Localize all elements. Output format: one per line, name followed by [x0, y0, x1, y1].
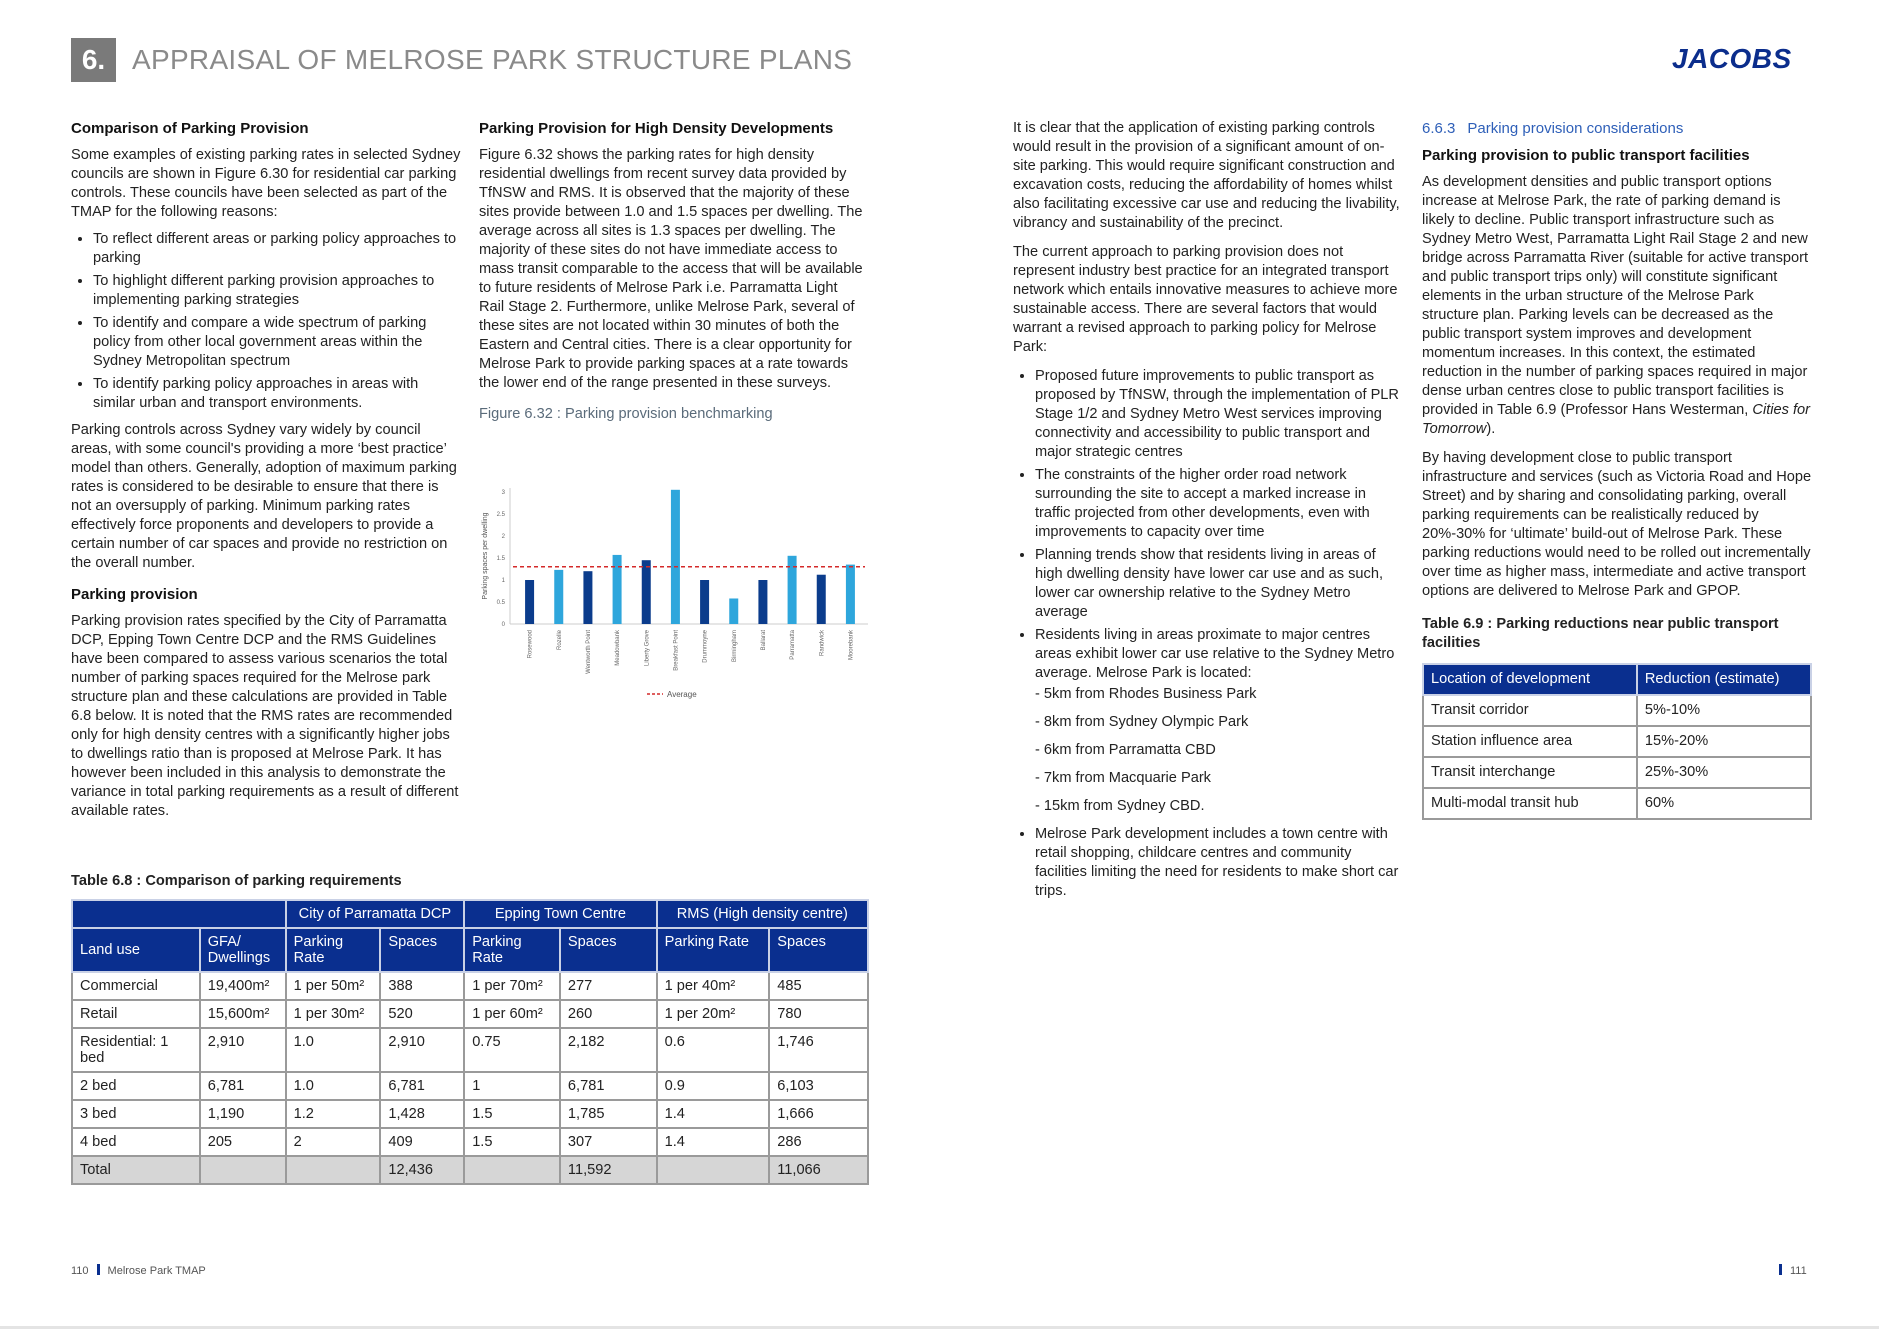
table-cell: 5%-10%: [1637, 695, 1811, 726]
column-3: [1013, 119, 1403, 909]
list-item: • The constraints of the higher order road network surrounding the site to accept a marked increase in traffic projected from other developments, even with improvements to capacity over time: [1035, 466, 1403, 542]
y-ticks: [497, 490, 506, 628]
x-tick-label: Breakfast Point: [673, 630, 680, 671]
x-tick-label: Birmingham: [731, 630, 738, 663]
paragraph: By having development close to public transport infrastructure and services (such as Victoria Road and Hope Street) and by sharing and consolidating parking, overall parking requirements can be realistically reduced by 20%-30% for ‘ultimate’ build-out of Melrose Park. These parking reductions would need to be rolled out incrementally over time as higher mass, intermediate and active transport options are delivered to Melrose Park and GPOP.: [1422, 450, 1812, 599]
table-cell: 409: [380, 1128, 464, 1156]
page-title: APPRAISAL OF MELROSE PARK STRUCTURE PLANS: [132, 44, 853, 75]
table-row: [72, 1000, 868, 1028]
table-cell: 15,600m²: [200, 1000, 286, 1028]
table-cell: [657, 1156, 770, 1184]
x-tick-label: Randwick: [819, 630, 826, 657]
heading-parking-provision: Parking provision: [71, 586, 198, 603]
paragraph-text: As development densities and public transport options increase at Melrose Park, the rate of parking demand is likely to decline. Public transport infrastructure such as Sydney Metro West, Parramatta Light Rail Stage 2 and new bridge across Parramatta River (suitable for active transport and public transport trips only) will constitute significant elements in the urban structure of the Melrose Park structure plan. Parking levels can be decreased as the public transport system improves and development momentum increases. In this context, the estimated reduction in the number of parking spaces required in major dense urban centres close to public transport facilities is provided in Table 6.9 (Professor Hans Westerman,: [1422, 174, 1809, 418]
table-cell: [200, 1156, 286, 1184]
table-header: Location of development: [1423, 664, 1637, 695]
table-cell: 2: [286, 1128, 381, 1156]
heading-public-transport: Parking provision to public transport facilities: [1422, 147, 1750, 164]
table-cell: 0.6: [657, 1028, 770, 1072]
footer-left: [71, 1264, 206, 1277]
table-cell: 1 per 60m²: [464, 1000, 560, 1028]
table-cell: 4 bed: [72, 1128, 200, 1156]
y-tick-label: 1.5: [496, 556, 505, 562]
column-header: Land use: [72, 928, 200, 972]
y-tick-label: 0: [501, 622, 505, 628]
table-cell: Transit interchange: [1423, 757, 1637, 788]
table-cell: 1: [464, 1072, 560, 1100]
x-tick-label: Parramatta: [790, 630, 797, 660]
y-axis-label: Parking spaces per dwelling: [482, 512, 489, 600]
bar-liberty-grove: [642, 560, 651, 624]
table-row: [72, 1072, 868, 1100]
table-cell: 1 per 20m²: [657, 1000, 770, 1028]
column-header: Parking Rate: [286, 928, 381, 972]
subsection-title: Parking provision considerations: [1467, 120, 1684, 137]
distance-item: - 5km from Rhodes Business Park: [1035, 686, 1257, 702]
list-item: • Melrose Park development includes a town centre with retail shopping, childcare centres and community facilities limiting the need for residents to make short car trips.: [1035, 825, 1403, 901]
table-cell: 520: [380, 1000, 464, 1028]
table-cell: Commercial: [72, 972, 200, 1000]
table-row: [1423, 788, 1811, 819]
table-cell: 1,746: [769, 1028, 868, 1072]
table-cell: Total: [72, 1156, 200, 1184]
table-caption: Table 6.8 : Comparison of parking requirements: [71, 873, 402, 889]
distance-item: - 15km from Sydney CBD.: [1035, 798, 1205, 814]
table-cell: 1 per 50m²: [286, 972, 381, 1000]
parking-benchmark-chart: [475, 482, 875, 707]
y-tick-label: 1: [501, 578, 505, 584]
footer-right: [1779, 1264, 1807, 1277]
column-1: [71, 119, 461, 829]
page-number: 110: [71, 1265, 89, 1277]
column-header: Spaces: [560, 928, 657, 972]
table-cell: 15%-20%: [1637, 726, 1811, 757]
table-cell: 286: [769, 1128, 868, 1156]
table-cell: Retail: [72, 1000, 200, 1028]
bullet-list: [1013, 367, 1403, 901]
table-cell: 260: [560, 1000, 657, 1028]
table-cell: 2 bed: [72, 1072, 200, 1100]
parking-requirements-table: [71, 899, 869, 1185]
table-cell: 11,592: [560, 1156, 657, 1184]
table-cell: 6,781: [380, 1072, 464, 1100]
table-cell: Station influence area: [1423, 726, 1637, 757]
heading-high-density: Parking Provision for High Density Developments: [479, 120, 834, 137]
table-cell: 1 per 70m²: [464, 972, 560, 1000]
table-cell: 307: [560, 1128, 657, 1156]
x-tick-label: Wentworth Point: [585, 630, 592, 674]
legend-average-label: Average: [667, 690, 697, 699]
table-6-8-block: [71, 873, 869, 1185]
table-cell: 1.0: [286, 1072, 381, 1100]
table-cell: 11,066: [769, 1156, 868, 1184]
paragraph: [1422, 173, 1814, 439]
subsection-number: 6.6.3: [1422, 120, 1456, 137]
figure-title: Figure 6.32 : Parking provision benchmarking: [479, 406, 773, 422]
table-row: [1423, 695, 1811, 726]
paragraph: It is clear that the application of existing parking controls would result in the provision of a significant amount of on-site parking. This would require significant construction and excavation costs, reducing the affordability of homes whilst also facilitating excessive car use and reducing the livability, vibrancy and sustainability of the precinct.: [1013, 120, 1400, 231]
column-header: Parking Rate: [657, 928, 770, 972]
x-tick-label: Rosewood: [527, 630, 534, 659]
table-cell: [286, 1156, 381, 1184]
bars: [525, 490, 855, 624]
column-2: [479, 119, 863, 434]
x-tick-label: Liberty Grove: [644, 630, 651, 667]
footer-bar: [1779, 1264, 1782, 1275]
list-item: • To identify parking policy approaches in areas with similar urban and transport environments.: [93, 375, 461, 413]
parking-reductions-table: [1422, 663, 1812, 820]
column-header: Spaces: [769, 928, 868, 972]
table-cell: 0.75: [464, 1028, 560, 1072]
jacobs-logo: JACOBS: [1672, 43, 1792, 74]
table-cell: 2,182: [560, 1028, 657, 1072]
distance-item: - 8km from Sydney Olympic Park: [1035, 714, 1249, 730]
footer-bar: [97, 1264, 100, 1275]
table-cell: 388: [380, 972, 464, 1000]
table-cell: 1.4: [657, 1128, 770, 1156]
table-cell: 2,910: [380, 1028, 464, 1072]
table-cell: Residential: 1 bed: [72, 1028, 200, 1072]
list-item-text: Residents living in areas proximate to major centres areas exhibit lower car use relative to the Sydney Metro average. Melrose Park is located:: [1035, 627, 1395, 681]
bar-meadowbank: [613, 555, 622, 624]
table-cell: 1.4: [657, 1100, 770, 1128]
total-row: [72, 1156, 868, 1184]
y-tick-label: 0.5: [496, 600, 505, 606]
list-item: • To identify and compare a wide spectrum of parking policy from other local government areas within the Sydney Metropolitan spectrum: [93, 314, 461, 371]
table-cell: 780: [769, 1000, 868, 1028]
table-cell: 25%-30%: [1637, 757, 1811, 788]
table-cell: 1.5: [464, 1100, 560, 1128]
table-cell: 1.2: [286, 1100, 381, 1128]
table-cell: 6,781: [560, 1072, 657, 1100]
citation-title: Cities for Tomorrow: [1422, 402, 1810, 437]
table-cell: Multi-modal transit hub: [1423, 788, 1637, 819]
header-blank: [72, 900, 286, 928]
table-header: Reduction (estimate): [1637, 664, 1811, 695]
bar-randwick: [817, 575, 826, 624]
bar-rozelle: [554, 570, 563, 624]
table-cell: 19,400m²: [200, 972, 286, 1000]
x-tick-labels: [528, 629, 855, 674]
bar-birmingham: [729, 598, 738, 624]
list-item: [1035, 626, 1403, 816]
y-tick-label: 2: [501, 534, 505, 540]
table-row: [1423, 726, 1811, 757]
legend: [647, 690, 697, 699]
x-tick-label: Moorebank: [848, 630, 855, 661]
list-item: • To highlight different parking provision approaches to implementing parking strategies: [93, 272, 461, 310]
list-item: • Planning trends show that residents living in areas of high dwelling density have lower car use and as such, lower car ownership relative to the Sydney Metro average: [1035, 546, 1403, 622]
table-cell: 1,190: [200, 1100, 286, 1128]
table-cell: 1.5: [464, 1128, 560, 1156]
column-header: GFA/ Dwellings: [200, 928, 286, 972]
table-cell: 205: [200, 1128, 286, 1156]
table-cell: 1,666: [769, 1100, 868, 1128]
page-number: 111: [1790, 1265, 1807, 1277]
table-cell: 6,781: [200, 1072, 286, 1100]
heading-comparison-parking: Comparison of Parking Provision: [71, 120, 309, 137]
table-cell: 60%: [1637, 788, 1811, 819]
x-tick-label: Meadowbank: [615, 630, 622, 666]
table-row: [72, 972, 868, 1000]
table-cell: 0.9: [657, 1072, 770, 1100]
y-tick-label: 2.5: [496, 512, 505, 518]
table-cell: 3 bed: [72, 1100, 200, 1128]
section-number: 6.: [71, 38, 116, 82]
x-tick-label: Drummoyne: [702, 630, 709, 663]
table-cell: 2,910: [200, 1028, 286, 1072]
y-tick-label: 3: [501, 490, 505, 496]
header-parramatta: City of Parramatta DCP: [286, 900, 465, 928]
table-cell: [464, 1156, 560, 1184]
distance-list: [1035, 685, 1403, 816]
bar-breakfast-point: [671, 490, 680, 624]
table-cell: Transit corridor: [1423, 695, 1637, 726]
table-cell: 1,428: [380, 1100, 464, 1128]
table-row: [72, 1100, 868, 1128]
x-tick-label: Ballarat: [760, 630, 767, 651]
list-item: • Proposed future improvements to public transport as proposed by TfNSW, through the implementation of PLR Stage 1/2 and Sydney Metro West services improving connectivity and accessibility to public transport and major strategic centres: [1035, 367, 1403, 462]
bar-wentworth-point: [583, 571, 592, 624]
table-cell: 485: [769, 972, 868, 1000]
table-row: [1423, 757, 1811, 788]
paragraph: Figure 6.32 shows the parking rates for high density residential dwellings from recent survey data provided by TfNSW and RMS. It is observed that the majority of these sites provide between 1.0 and 1.5 spaces per dwelling. The average across all sites is 1.3 spaces per dwelling. The majority of these sites do not have immediate access to mass transit comparable to the access that will be available to future residents of Melrose Park i.e. Parramatta Light Rail Stage 2. Furthermore, unlike Melrose Park, several of these sites are not located within 30 minutes of both the Eastern and Central cities. There is a clear opportunity for Melrose Park to provide parking spaces at a rate towards the lower end of the range presented in these surveys.: [479, 147, 863, 391]
table-cell: 1 per 40m²: [657, 972, 770, 1000]
paragraph-end: ).: [1486, 421, 1496, 437]
table-cell: 1,785: [560, 1100, 657, 1128]
bar-parramatta: [788, 556, 797, 624]
bar-rosewood: [525, 580, 534, 624]
bar-drummoyne: [700, 580, 709, 624]
table-caption: Table 6.9 : Parking reductions near public transport facilities: [1422, 616, 1779, 651]
list-item: • To reflect different areas or parking policy approaches to parking: [93, 230, 461, 268]
table-cell: 277: [560, 972, 657, 1000]
column-header: Spaces: [380, 928, 464, 972]
bullet-list: [71, 230, 461, 413]
paragraph: The current approach to parking provision does not represent industry best practice for an integrated transport network which entails innovative measures to achieve more sustainable access. There are several factors that would warrant a revised approach to parking policy for Melrose Park:: [1013, 244, 1398, 355]
distance-item: - 7km from Macquarie Park: [1035, 770, 1211, 786]
bar-ballarat: [758, 580, 767, 624]
table-cell: 12,436: [380, 1156, 464, 1184]
header-rms: RMS (High density centre): [657, 900, 868, 928]
table-row: [72, 1128, 868, 1156]
table-cell: 6,103: [769, 1072, 868, 1100]
document-title: Melrose Park TMAP: [107, 1265, 206, 1277]
subsection-heading: [1422, 119, 1814, 138]
distance-item: - 6km from Parramatta CBD: [1035, 742, 1216, 758]
table-cell: 1 per 30m²: [286, 1000, 381, 1028]
paragraph: Some examples of existing parking rates in selected Sydney councils are shown in Figure 6.30 for residential car parking controls. These councils have been selected as part of the TMAP for the following reasons:: [71, 147, 461, 220]
x-tick-label: Rozelle: [556, 630, 563, 651]
table-cell: 1.0: [286, 1028, 381, 1072]
column-header: Parking Rate: [464, 928, 560, 972]
paragraph: Parking provision rates specified by the City of Parramatta DCP, Epping Town Centre DCP and the RMS Guidelines have been compared to assess various scenarios the total number of parking spaces required for the Melrose park structure plan and these calculations are provided in Table 6.8 below. It is noted that the RMS rates are recommended only for high density centres with a significantly higher jobs to dwellings ratio than is proposed at Melrose Park. It has however been included in this analysis to demonstrate the variance in total parking requirements as a result of different available rates.: [71, 613, 459, 819]
table-row: [72, 1028, 868, 1072]
bar-moorebank: [846, 565, 855, 624]
header-epping: Epping Town Centre: [464, 900, 656, 928]
paragraph: Parking controls across Sydney vary widely by council areas, with some council's providing a more ‘best practice’ model than others. Generally, adoption of maximum parking rates is considered to be desirable to ensure that there is not an oversupply of parking. Minimum parking rates effectively force proponents and developers to provide a certain number of car spaces and provide no restriction on the overall number.: [71, 422, 457, 571]
column-4: [1422, 119, 1814, 820]
